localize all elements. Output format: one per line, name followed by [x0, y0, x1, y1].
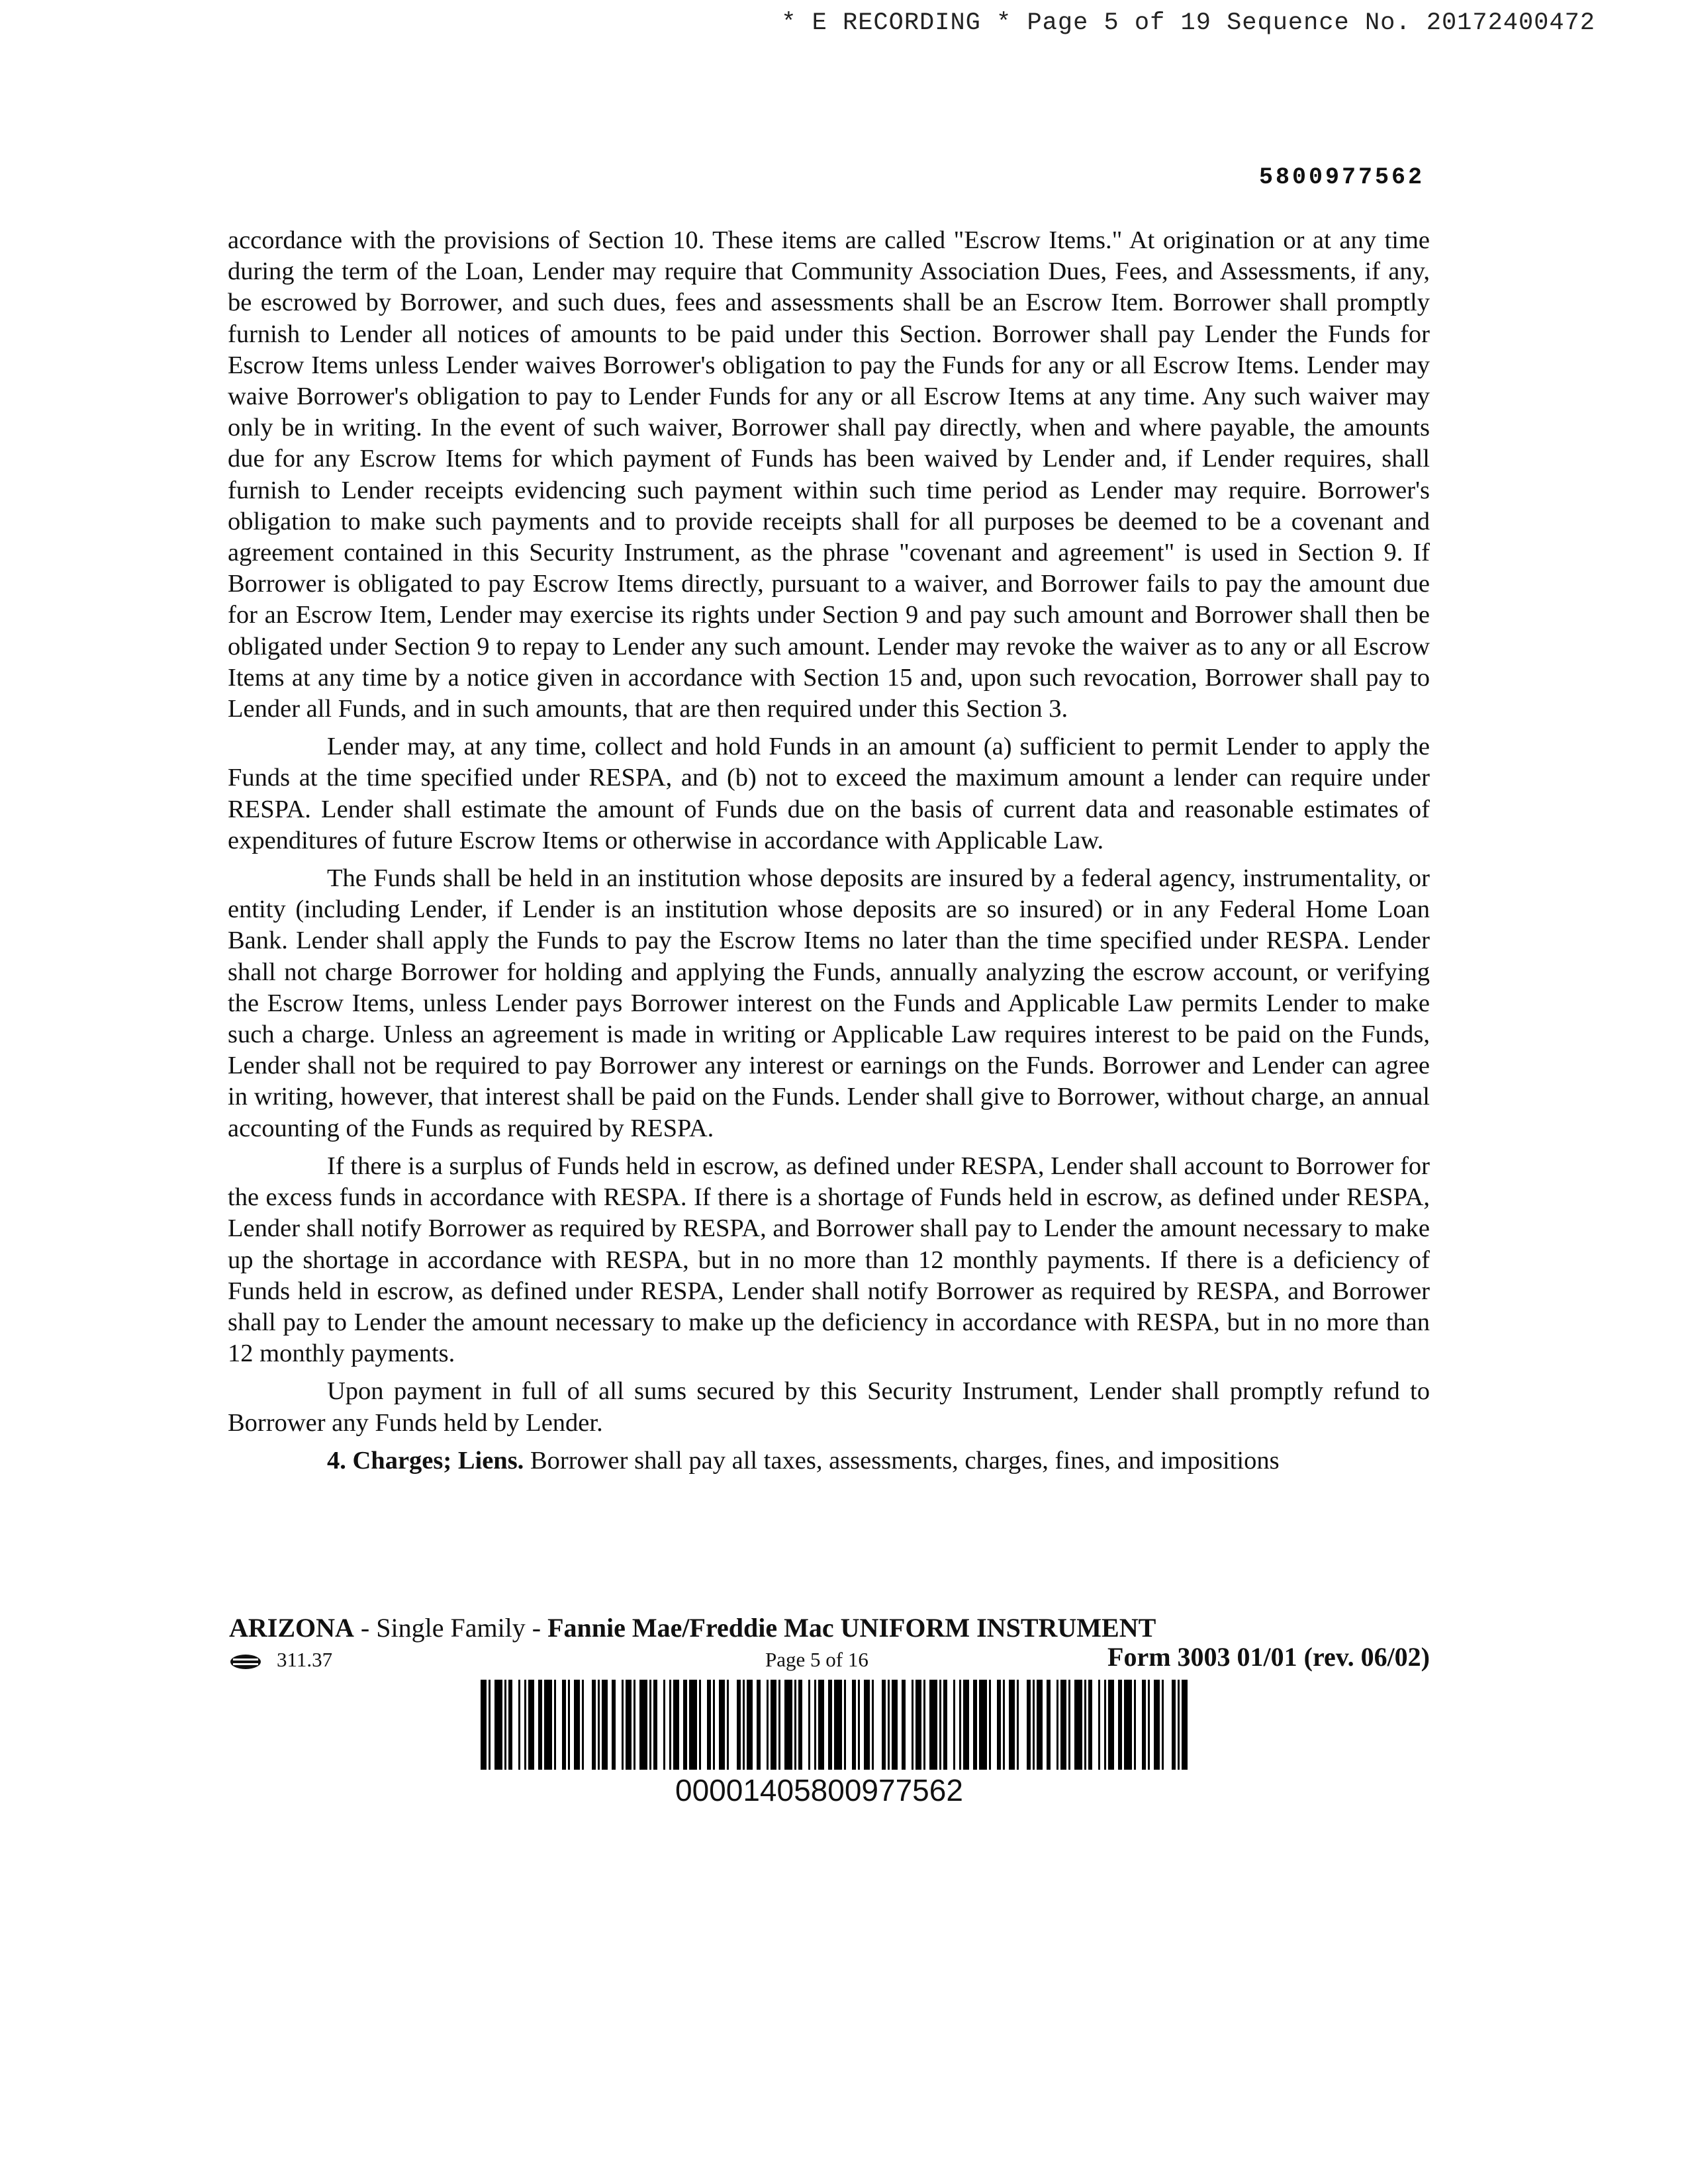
barcode-bar	[923, 1680, 925, 1770]
barcode-bar	[707, 1680, 711, 1770]
barcode-bar	[963, 1680, 969, 1770]
barcode-bar	[1098, 1680, 1100, 1770]
barcode	[481, 1680, 1192, 1770]
vmp-logo-icon	[229, 1653, 262, 1670]
barcode-bar	[673, 1680, 679, 1770]
barcode-bar	[713, 1680, 715, 1770]
barcode-bar	[1056, 1680, 1058, 1770]
barcode-bar	[562, 1680, 566, 1770]
barcode-bar	[528, 1680, 534, 1770]
barcode-bar	[1060, 1680, 1066, 1770]
barcode-bar	[1027, 1680, 1031, 1770]
barcode-bar	[979, 1680, 987, 1770]
barcode-bar	[1148, 1680, 1150, 1770]
barcode-bar	[834, 1680, 842, 1770]
barcode-bar	[518, 1680, 520, 1770]
barcode-bar	[1084, 1680, 1086, 1770]
barcode-bar	[544, 1680, 552, 1770]
barcode-bar	[568, 1680, 570, 1770]
barcode-bar	[1134, 1680, 1136, 1770]
barcode-bar	[1124, 1680, 1132, 1770]
barcode-bar	[888, 1680, 890, 1770]
barcode-bar	[612, 1680, 616, 1770]
loan-number: 5800977562	[1258, 164, 1425, 191]
form-code	[229, 1648, 332, 1672]
barcode-bar	[1047, 1680, 1051, 1770]
paragraph-surplus-shortage: If there is a surplus of Funds held in escrow, as defined under RESPA, Lender shall account to Borrower for the excess funds in accordance with RESPA. If there is a shortage of Funds held in escrow, as defined under RESPA, Lender shall notify Borrower as required by RESPA, and Borrower shall pay to Lender the amount necessary to make up the shortage in accordance with RESPA, but in no more than 12 monthly payments. If there is a deficiency of Funds held in escrow, as defined under RESPA, Lender shall notify Borrower as required by RESPA, and Borrower shall pay to Lender the amount necessary to make up the deficiency in accordance with RESPA, but in no more than 12 monthly payments.	[228, 1152, 1430, 1368]
barcode-bar	[997, 1680, 1001, 1770]
barcode-bar	[798, 1680, 802, 1770]
barcode-bar	[633, 1680, 635, 1770]
barcode-bar	[1088, 1680, 1092, 1770]
paragraph-collect-funds: Lender may, at any time, collect and hold Funds in an amount (a) sufficient to permit Lender to apply the Funds at the time specified under RESPA, and (b) not to exceed the maximum amount a lender can require under RESPA. Lender shall estimate the amount of Funds due on the basis of current data and reasonable estimates of expenditures of future Escrow Items or otherwise in accordance with Applicable Law.	[228, 733, 1430, 854]
barcode-bar	[1172, 1680, 1176, 1770]
barcode-bar	[598, 1680, 600, 1770]
barcode-bar	[1009, 1680, 1015, 1770]
paragraph-refund: Upon payment in full of all sums secured by this Security Instrument, Lender shall promptly refund to Borrower any Funds held by Lender.	[228, 1377, 1430, 1437]
barcode-bar	[892, 1680, 898, 1770]
page-info: Page 5 of 16	[765, 1648, 868, 1671]
barcode-bar	[767, 1680, 769, 1770]
barcode-bar	[943, 1680, 947, 1770]
barcode-bar	[699, 1680, 701, 1770]
barcode-bar	[794, 1680, 796, 1770]
barcode-bar	[808, 1680, 810, 1770]
barcode-bar	[626, 1680, 632, 1770]
barcode-bar	[689, 1680, 697, 1770]
barcode-bar	[737, 1680, 741, 1770]
barcode-bar	[494, 1680, 502, 1770]
barcode-bar	[574, 1680, 580, 1770]
barcode-bar	[669, 1680, 671, 1770]
barcode-bar	[814, 1680, 816, 1770]
barcode-bar	[953, 1680, 955, 1770]
barcode-bar	[1154, 1680, 1160, 1770]
form-code-number: 311.37	[277, 1648, 333, 1671]
barcode-bar	[524, 1680, 526, 1770]
barcode-bar	[882, 1680, 886, 1770]
footer-middle: - Single Family -	[353, 1613, 548, 1643]
barcode-bar	[1068, 1680, 1070, 1770]
form-number: Form 3003 01/01 (rev. 06/02)	[1107, 1642, 1430, 1672]
barcode-bar	[639, 1680, 647, 1770]
barcode-bar	[872, 1680, 874, 1770]
barcode-bar	[649, 1680, 651, 1770]
barcode-bar	[602, 1680, 608, 1770]
barcode-bar	[727, 1680, 729, 1770]
barcode-bar	[784, 1680, 792, 1770]
paragraph-escrow-items: accordance with the provisions of Section 10. These items are called "Escrow Items." At origination or at any time during the term of the Loan, Lender may require that Community Association Dues, Fees, and Assessments, if any, be escrowed by Borrower, and such dues, fees and assessments shall be an Escrow Item. Borrower shall promptly furnish to Lender all notices of amounts to be paid under this Section. Borrower shall pay Lender the Funds for Escrow Items unless Lender waives Borrower's obligation to pay the Funds for any or all Escrow Items. Lender may waive Borrower's obligation to pay to Lender Funds for any or all Escrow Items at any time. Any such waiver may only be in writing. In the event of such waiver, Borrower shall pay directly, when and where payable, the amounts due for any Escrow Items for which payment of Funds has been waived by Lender and, if Lender requires, shall furnish to Lender receipts evidencing such payment within such time period as Lender may require. Borrower's obligation to make such payments and to provide receipts shall for all purposes be deemed to be a covenant and agreement contained in this Security Instrument, as the phrase "covenant and agreement" is used in Section 9. If Borrower is obligated to pay Escrow Items directly, pursuant to a waiver, and Borrower fails to pay the amount due for an Escrow Item, Lender may exercise its rights under Section 9 and pay such amount and Borrower shall then be obligated under Section 9 to repay to Lender any such amount. Lender may revoke the waiver as to any or all Escrow Items at any time by a notice given in accordance with Section 15 and, upon such revocation, Borrower shall pay to Lender all Funds, and in such amounts, that are then required under this Section 3.	[228, 226, 1430, 723]
barcode-bar	[1104, 1680, 1106, 1770]
barcode-bar	[582, 1680, 584, 1770]
barcode-bar	[1017, 1680, 1019, 1770]
barcode-bar	[1118, 1680, 1122, 1770]
section-4-heading: 4. Charges; Liens.	[327, 1446, 524, 1475]
paragraph-funds-held: The Funds shall be held in an institution whose deposits are insured by a federal agency, instrumentality, or entity (including Lender, if Lender is an institution whose deposits are so insured) or in any Federal Home Loan Bank. Lender shall apply the Funds to pay the Escrow Items no later than the time specified under RESPA. Lender shall not charge Borrower for holding and applying the Funds, annually analyzing the escrow account, or verifying the Escrow Items, unless Lender pays Borrower interest on the Funds and Applicable Law permits Lender to make such a charge. Unless an agreement is made in writing or Applicable Law requires interest to be paid on the Funds, Lender shall not be required to pay Borrower any interest or earnings on the Funds. Borrower and Lender can agree in writing, however, that interest shall be paid on the Funds. Lender shall give to Borrower, without charge, an annual accounting of the Funds as required by RESPA.	[228, 864, 1430, 1142]
barcode-bar	[481, 1680, 487, 1770]
barcode-bar	[1003, 1680, 1005, 1770]
barcode-bar	[828, 1680, 832, 1770]
barcode-bar	[902, 1680, 906, 1770]
barcode-bar	[1108, 1680, 1114, 1770]
barcode-bar	[1142, 1680, 1146, 1770]
barcode-bar	[973, 1680, 977, 1770]
barcode-bar	[1033, 1680, 1035, 1770]
barcode-number: 00001405800977562	[675, 1773, 963, 1807]
paragraph-section-4	[228, 1445, 1430, 1477]
barcode-bar	[864, 1680, 870, 1770]
barcode-bar	[653, 1680, 657, 1770]
barcode-bar	[912, 1680, 914, 1770]
footer-row	[229, 1642, 1430, 1678]
barcode-bar	[719, 1680, 725, 1770]
barcode-bar	[915, 1680, 921, 1770]
barcode-bar	[743, 1680, 745, 1770]
barcode-bar	[778, 1680, 780, 1770]
barcode-bar	[747, 1680, 753, 1770]
barcode-bar	[989, 1680, 991, 1770]
barcode-bar	[1162, 1680, 1164, 1770]
footer-title	[229, 1612, 1156, 1643]
barcode-bar	[1178, 1680, 1180, 1770]
barcode-bar	[663, 1680, 665, 1770]
barcode-bar	[508, 1680, 512, 1770]
barcode-bar	[818, 1680, 824, 1770]
document-body	[228, 225, 1430, 1483]
barcode-bar	[757, 1680, 761, 1770]
barcode-bar	[852, 1680, 856, 1770]
barcode-bar	[1037, 1680, 1043, 1770]
barcode-bar	[1074, 1680, 1082, 1770]
barcode-bar	[592, 1680, 596, 1770]
barcode-bar	[929, 1680, 937, 1770]
footer-instrument: Fannie Mae/Freddie Mac UNIFORM INSTRUMENT	[547, 1613, 1156, 1643]
barcode-bar	[771, 1680, 776, 1770]
barcode-bar	[939, 1680, 941, 1770]
barcode-bar	[489, 1680, 491, 1770]
barcode-bar	[1182, 1680, 1188, 1770]
barcode-bar	[683, 1680, 687, 1770]
barcode-bar	[858, 1680, 860, 1770]
barcode-bar	[844, 1680, 846, 1770]
recording-header: * E RECORDING * Page 5 of 19 Sequence No. 20172400472	[781, 9, 1595, 37]
section-4-text: Borrower shall pay all taxes, assessments, charges, fines, and impositions	[530, 1446, 1280, 1475]
barcode-bar	[504, 1680, 506, 1770]
barcode-bar	[554, 1680, 556, 1770]
footer-state: ARIZONA	[229, 1613, 354, 1643]
barcode-bar	[622, 1680, 624, 1770]
barcode-bar	[959, 1680, 961, 1770]
barcode-bar	[538, 1680, 542, 1770]
